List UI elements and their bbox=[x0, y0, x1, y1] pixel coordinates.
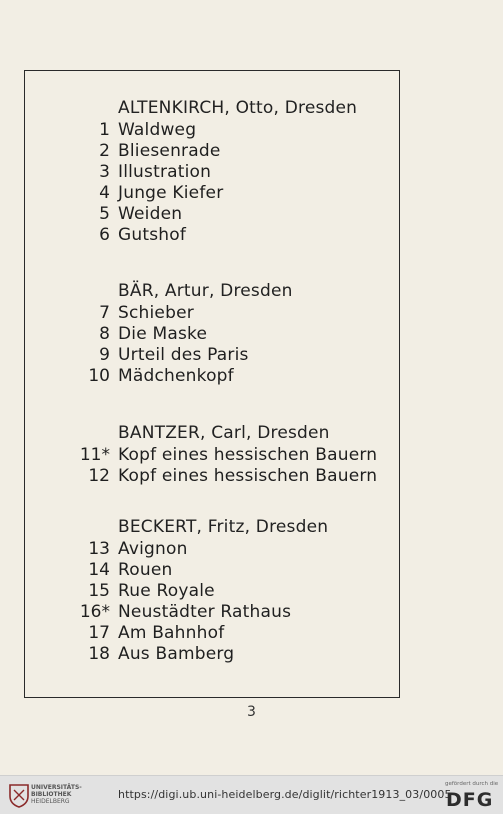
entry-title: Urteil des Paris bbox=[118, 345, 249, 365]
entry-number: 13 bbox=[88, 539, 110, 559]
artist-heading: ALTENKIRCH, Otto, Dresden bbox=[118, 98, 358, 118]
dfg-logo[interactable]: DFG bbox=[446, 789, 494, 811]
catalog-entry bbox=[0, 644, 400, 665]
entry-title: Rue Royale bbox=[118, 581, 215, 601]
entry-title: Gutshof bbox=[118, 225, 187, 245]
entry-title: Weiden bbox=[118, 204, 183, 224]
catalog-entry bbox=[0, 345, 400, 366]
catalog-entry bbox=[0, 183, 400, 204]
entry-title: Kopf eines hessischen Bauern bbox=[118, 466, 378, 486]
entry-number: 12 bbox=[88, 466, 110, 486]
entry-title: Schieber bbox=[118, 303, 194, 323]
entry-number: 16* bbox=[79, 602, 110, 622]
entry-number: 10 bbox=[88, 366, 110, 386]
permalink-url[interactable]: https://digi.ub.uni-heidelberg.de/diglit/richter1913_03/0005 bbox=[118, 788, 452, 801]
entry-number: 17 bbox=[88, 623, 110, 643]
university-seal-icon[interactable] bbox=[8, 782, 30, 808]
catalog-entry bbox=[0, 602, 400, 623]
catalog-entry bbox=[0, 560, 400, 581]
entry-title: Kopf eines hessischen Bauern bbox=[118, 445, 378, 465]
catalog-entry bbox=[0, 162, 400, 183]
artist-heading: BÄR, Artur, Dresden bbox=[118, 281, 293, 301]
catalog-entry bbox=[0, 324, 400, 345]
catalog-entry bbox=[0, 466, 400, 487]
funded-by-text: gefördert durch die bbox=[445, 781, 499, 787]
catalog-entry bbox=[0, 120, 400, 141]
catalog-entry bbox=[0, 303, 400, 324]
entry-number: 3 bbox=[99, 162, 110, 182]
catalog-entry bbox=[0, 539, 400, 560]
catalog-entry bbox=[0, 366, 400, 387]
page-number: 3 bbox=[247, 704, 256, 720]
entry-title: Am Bahnhof bbox=[118, 623, 225, 643]
catalog-entry bbox=[0, 204, 400, 225]
entry-title: Waldweg bbox=[118, 120, 197, 140]
catalog-entry bbox=[0, 225, 400, 246]
entry-number: 1 bbox=[99, 120, 110, 140]
entry-title: Mädchenkopf bbox=[118, 366, 234, 386]
catalog-entry bbox=[0, 581, 400, 602]
entry-title: Die Maske bbox=[118, 324, 208, 344]
viewer-footer bbox=[0, 775, 503, 814]
entry-title: Avignon bbox=[118, 539, 188, 559]
entry-number: 18 bbox=[88, 644, 110, 664]
entry-number: 9 bbox=[99, 345, 110, 365]
catalog-entry bbox=[0, 623, 400, 644]
entry-title: Rouen bbox=[118, 560, 173, 580]
artist-heading: BANTZER, Carl, Dresden bbox=[118, 423, 330, 443]
entry-number: 5 bbox=[99, 204, 110, 224]
library-line-1: UNIVERSITÄTS- bbox=[31, 784, 82, 791]
entry-title: Illustration bbox=[118, 162, 212, 182]
library-logo-text[interactable] bbox=[31, 784, 82, 805]
catalog-entry bbox=[0, 445, 400, 466]
library-line-3: HEIDELBERG bbox=[31, 798, 70, 805]
entry-title: Aus Bamberg bbox=[118, 644, 235, 664]
entry-number: 11* bbox=[79, 445, 110, 465]
entry-number: 4 bbox=[99, 183, 110, 203]
entry-number: 15 bbox=[88, 581, 110, 601]
entry-title: Neustädter Rathaus bbox=[118, 602, 292, 622]
entry-number: 6 bbox=[99, 225, 110, 245]
artist-heading: BECKERT, Fritz, Dresden bbox=[118, 517, 329, 537]
entry-title: Bliesenrade bbox=[118, 141, 221, 161]
entry-title: Junge Kiefer bbox=[118, 183, 224, 203]
entry-number: 8 bbox=[99, 324, 110, 344]
entry-number: 2 bbox=[99, 141, 110, 161]
catalog-entry bbox=[0, 141, 400, 162]
entry-number: 14 bbox=[88, 560, 110, 580]
library-line-2: BIBLIOTHEK bbox=[31, 791, 72, 798]
entry-number: 7 bbox=[99, 303, 110, 323]
